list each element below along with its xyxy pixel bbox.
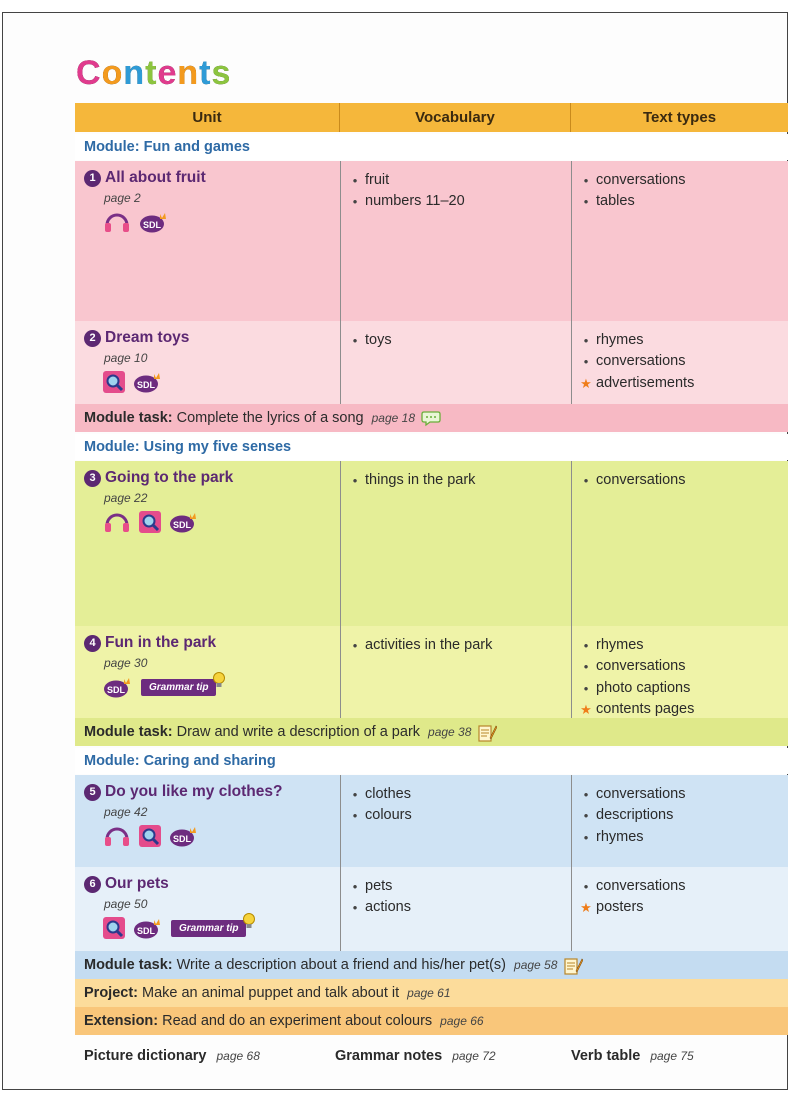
- unit-title-text: Dream toys: [105, 329, 190, 346]
- vocabulary-cell: [340, 867, 571, 919]
- unit-icons: [103, 825, 332, 847]
- unit-number: 6: [84, 876, 101, 893]
- table-header: [75, 103, 788, 132]
- unit-page: page 42: [104, 805, 148, 819]
- footer-verb-table[interactable]: Verb table page 75: [571, 1048, 694, 1064]
- unit-icons: [103, 917, 332, 939]
- magnifier-icon: [103, 917, 125, 939]
- task-text: Write a description about a friend and his/her pet(s): [176, 957, 507, 973]
- vocabulary-item: • numbers 11–20: [352, 193, 465, 210]
- task-page: page 18: [371, 411, 415, 425]
- unit-row: [75, 775, 788, 867]
- vocabulary-item: • things in the park: [352, 472, 476, 488]
- text-type-item: • rhymes: [583, 332, 644, 348]
- unit-title-text: Do you like my clothes?: [105, 783, 283, 800]
- svg-text:SDL: SDL: [143, 220, 161, 230]
- star-icon: ★: [580, 900, 592, 916]
- text-types-cell: [571, 775, 788, 848]
- unit-row: [75, 161, 788, 321]
- vocabulary-item: • actions: [352, 899, 411, 916]
- unit-number: 4: [84, 635, 101, 652]
- project-text: Make an animal puppet and talk about it: [142, 985, 400, 1001]
- title-letter: t: [199, 54, 212, 92]
- title-letter: n: [177, 54, 200, 92]
- unit-number: 3: [84, 470, 101, 487]
- task-label: Module task:: [84, 957, 173, 973]
- text-types-cell: [571, 461, 788, 491]
- unit-icons: [103, 371, 332, 393]
- header-vocabulary: Vocabulary: [340, 103, 571, 132]
- unit-cell: [75, 626, 340, 698]
- footer-picture-dictionary[interactable]: Picture dictionary page 68: [84, 1048, 260, 1064]
- vocabulary-cell: [340, 775, 571, 827]
- project-row: [75, 979, 788, 1007]
- unit-row: [75, 321, 788, 404]
- sdl-icon: [139, 211, 169, 233]
- project-page: page 61: [407, 986, 451, 1000]
- unit-row: [75, 461, 788, 626]
- text-type-item: • conversations: [583, 353, 686, 370]
- vocabulary-cell: [340, 321, 571, 351]
- module-task: [75, 951, 788, 979]
- text-type-item: • conversations: [583, 878, 686, 894]
- extension-page: page 66: [440, 1014, 484, 1028]
- header-unit: Unit: [75, 103, 340, 132]
- headphones-icon: [103, 511, 131, 533]
- title-letter: t: [145, 54, 158, 92]
- svg-text:SDL: SDL: [137, 380, 155, 390]
- text-types-cell: [571, 867, 788, 919]
- unit-number: 2: [84, 330, 101, 347]
- extension-label: Extension:: [84, 1013, 159, 1029]
- sdl-icon: [169, 825, 199, 847]
- unit-cell: [75, 775, 340, 847]
- unit-page: page 2: [104, 191, 141, 205]
- text-type-item: • descriptions: [583, 807, 674, 824]
- module-label: Module: Fun and games: [75, 134, 788, 160]
- title-letter: e: [157, 54, 178, 92]
- module-task: [75, 404, 788, 432]
- task-label: Module task:: [84, 724, 173, 740]
- text-types-cell: [571, 626, 788, 720]
- unit-cell: [75, 867, 340, 939]
- svg-text:SDL: SDL: [173, 834, 191, 844]
- text-type-item: • conversations: [583, 786, 686, 802]
- star-icon: ★: [580, 375, 592, 391]
- vocabulary-item: • activities in the park: [352, 637, 493, 653]
- speech-bubble-icon: [421, 409, 441, 427]
- grammar-tip-icon: Grammar tip: [171, 920, 246, 937]
- unit-title-text: Going to the park: [105, 469, 234, 486]
- text-type-item: • tables: [583, 193, 635, 210]
- star-icon: ★: [580, 701, 592, 717]
- magnifier-icon: [139, 511, 161, 533]
- title-letter: s: [211, 54, 232, 92]
- task-page: page 38: [428, 725, 472, 739]
- unit-title[interactable]: [84, 469, 332, 487]
- title-letter: o: [101, 54, 124, 92]
- sdl-icon: [133, 917, 163, 939]
- header-text-types: Text types: [642, 109, 717, 126]
- task-page: page 58: [514, 958, 558, 972]
- sdl-icon: [133, 371, 163, 393]
- notepad-pencil-icon: [477, 723, 497, 741]
- unit-title-text: Fun in the park: [105, 634, 217, 651]
- module-task: [75, 718, 788, 746]
- extension-text: Read and do an experiment about colours: [162, 1013, 433, 1029]
- page-title: [76, 54, 231, 93]
- text-types-cell: [571, 161, 788, 213]
- vocabulary-cell: [340, 626, 571, 656]
- text-type-item: • photo captions: [583, 679, 691, 696]
- vocabulary-item: • colours: [352, 807, 412, 824]
- vocabulary-item: • pets: [352, 878, 393, 894]
- vocabulary-item: • clothes: [352, 786, 411, 802]
- unit-page: page 30: [104, 656, 148, 670]
- magnifier-icon: [139, 825, 161, 847]
- unit-row: [75, 626, 788, 718]
- unit-number: 5: [84, 784, 101, 801]
- unit-title-text: All about fruit: [105, 169, 206, 186]
- title-letter: C: [76, 54, 102, 92]
- svg-text:SDL: SDL: [107, 685, 125, 695]
- unit-title[interactable]: [84, 783, 332, 801]
- vocabulary-cell: [340, 161, 571, 213]
- unit-cell: [75, 461, 340, 533]
- text-type-item: • conversations: [583, 472, 686, 488]
- text-type-item: • conversations: [583, 172, 686, 188]
- unit-title-text: Our pets: [105, 875, 169, 892]
- text-type-item: • conversations: [583, 658, 686, 675]
- unit-icons: [103, 676, 332, 698]
- text-types-cell: [571, 321, 788, 394]
- unit-page: page 50: [104, 897, 148, 911]
- magnifier-icon: [103, 371, 125, 393]
- module-label: Module: Caring and sharing: [75, 748, 788, 774]
- vocabulary-cell: [340, 461, 571, 491]
- unit-cell: [75, 161, 340, 233]
- unit-page: page 10: [104, 351, 148, 365]
- unit-icons: [103, 511, 332, 533]
- unit-title[interactable]: [84, 634, 332, 652]
- unit-title[interactable]: [84, 329, 332, 347]
- text-type-item: • rhymes: [583, 828, 644, 845]
- unit-icons: [103, 211, 332, 233]
- task-label: Module task:: [84, 410, 173, 426]
- headphones-icon: [103, 211, 131, 233]
- unit-number: 1: [84, 170, 101, 187]
- unit-row: [75, 867, 788, 951]
- unit-page: page 22: [104, 491, 148, 505]
- svg-text:SDL: SDL: [137, 926, 155, 936]
- unit-title[interactable]: [84, 875, 332, 893]
- vocabulary-item: • toys: [352, 332, 392, 348]
- grammar-tip-icon: Grammar tip: [141, 679, 216, 696]
- text-type-item: ★ contents pages: [580, 699, 780, 720]
- task-text: Draw and write a description of a park: [176, 724, 421, 740]
- title-letter: n: [123, 54, 146, 92]
- project-label: Project:: [84, 985, 138, 1001]
- extension-row: [75, 1007, 788, 1035]
- sdl-icon: [169, 511, 199, 533]
- headphones-icon: [103, 825, 131, 847]
- svg-text:SDL: SDL: [173, 520, 191, 530]
- sdl-icon: [103, 676, 133, 698]
- vocabulary-item: • fruit: [352, 172, 390, 188]
- task-text: Complete the lyrics of a song: [176, 410, 364, 426]
- text-type-item: ★ posters: [580, 897, 780, 918]
- unit-title[interactable]: [84, 169, 332, 187]
- unit-cell: [75, 321, 340, 393]
- notepad-pencil-icon: [563, 956, 583, 974]
- footer-grammar-notes[interactable]: Grammar notes page 72: [335, 1048, 496, 1064]
- module-label: Module: Using my five senses: [75, 434, 788, 460]
- text-type-item: ★ advertisements: [580, 373, 780, 394]
- text-type-item: • rhymes: [583, 637, 644, 653]
